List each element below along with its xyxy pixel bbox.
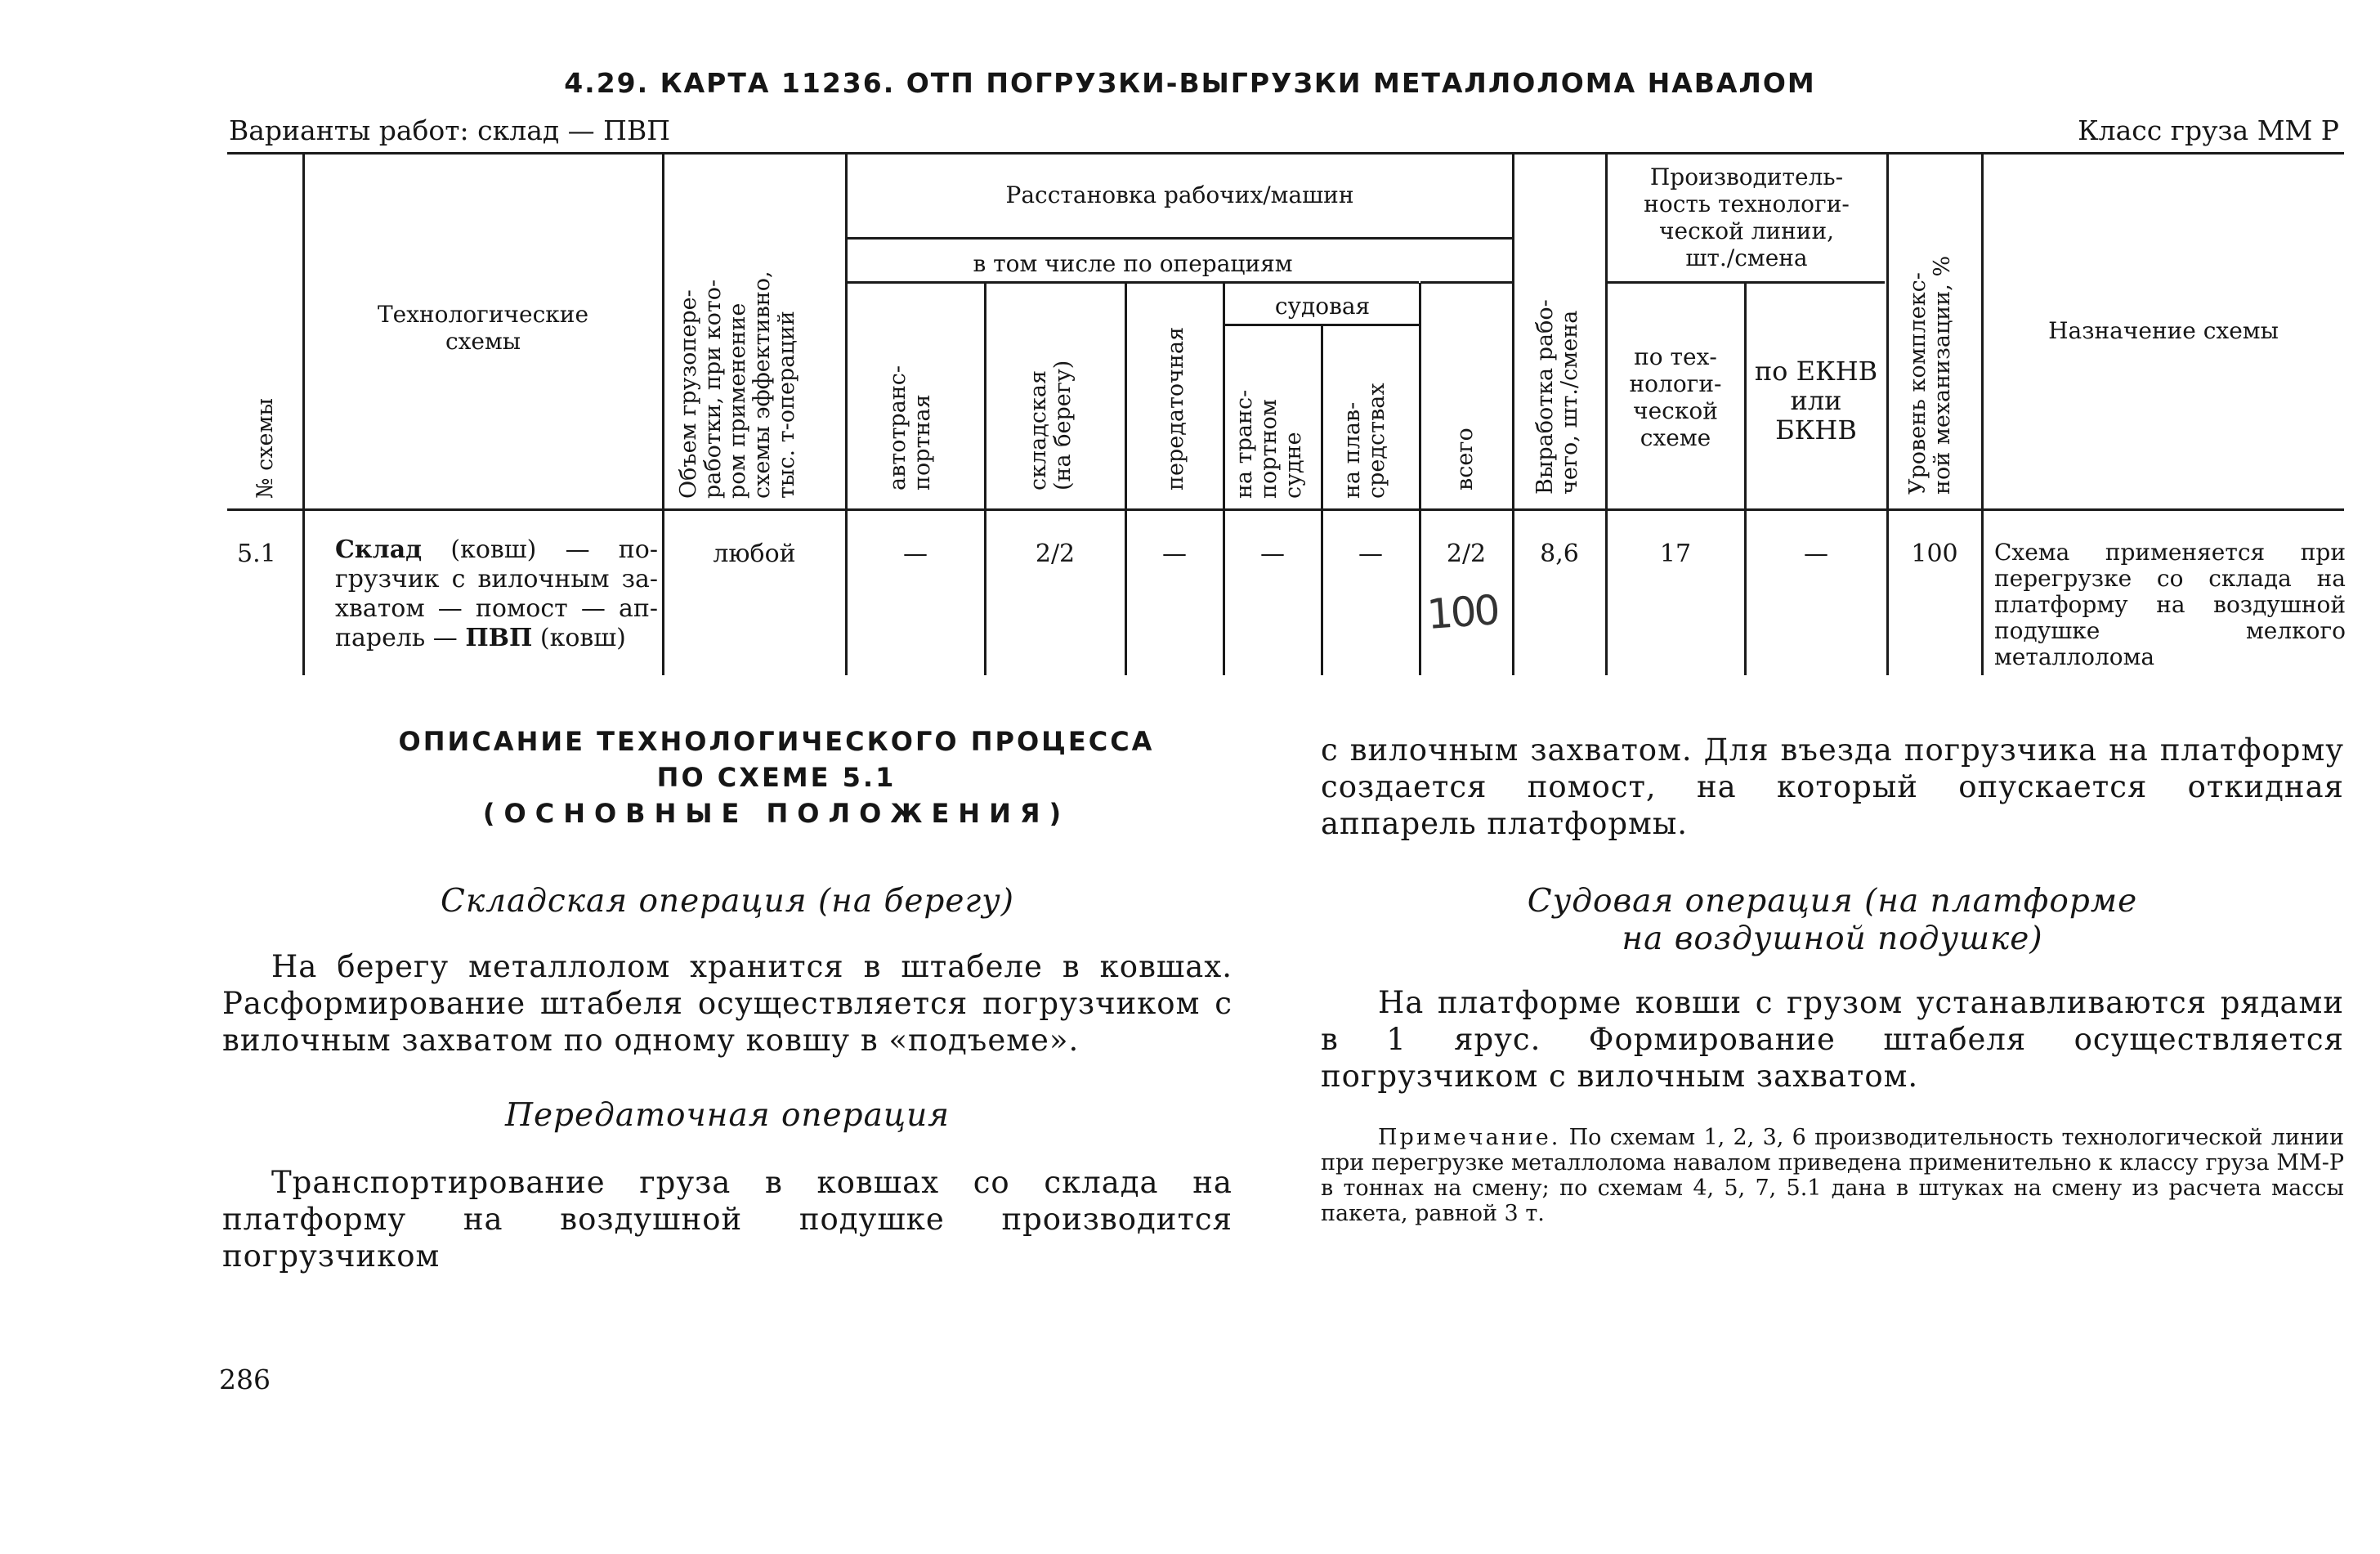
header-on-ship: на транс- портном судне (1232, 389, 1306, 499)
total-top-rule (1420, 281, 1512, 284)
continued-text: с вилочным захватом. Для въезда погрузчика на платформу создается помост, на который опускается откидная аппарель платформы. (1321, 732, 2344, 841)
header-by-line: по тех- нологи- ческой схеме (1629, 343, 1722, 451)
col-divider (1886, 152, 1889, 675)
header-output: Выработка рабо- чего, шт./смена (1532, 299, 1582, 495)
col-divider (302, 152, 305, 675)
header-bottom-rule (227, 508, 2344, 511)
header-placement: Расстановка рабочих/машин (1005, 181, 1354, 208)
header-scheme-no: № схемы (253, 398, 278, 499)
incl-ops-rule (847, 281, 1419, 284)
transfer-op-title: Передаточная операция (504, 1097, 951, 1134)
col-divider (845, 152, 848, 675)
col-divider (1125, 283, 1127, 675)
col-divider (662, 152, 664, 675)
header-by-eknv: по ЕКНВ или БКНВ (1754, 356, 1878, 446)
description-heading: ОПИСАНИЕ ТЕХНОЛОГИЧЕСКОГО ПРОЦЕССА ПО СХЕМЕ 5.1 (ОСНОВНЫЕ ПОЛОЖЕНИЯ) (398, 726, 1155, 829)
header-warehouse: складская (на берегу) (1026, 360, 1076, 490)
handwritten-annotation: 100 (1425, 586, 1500, 638)
col-divider (1419, 283, 1421, 675)
cell-scheme-no: 5.1 (237, 540, 276, 568)
cell-floating: — (1358, 540, 1383, 568)
col-divider (1321, 325, 1323, 675)
cell-by-line: 17 (1659, 540, 1692, 568)
note: Примечание. По схемам 1, 2, 3, 6 производительность технологической линии при перегрузке металлолома навалом приведена применительно к классу груза ММ-Р в тоннах на смену; по схемам 4, 5, 7, 5.1 дана в штуках на смену из расчета массы пакета, равной 3 т. (1321, 1125, 2344, 1226)
warehouse-op-text: На берегу металлолом хранится в штабеле в ковшах. Расформирование штабеля осуществляется погрузчиком с вилочным захватом по одному ковшу в «подъеме». (222, 949, 1232, 1058)
header-ship: судовая (1274, 293, 1371, 320)
ship-op-title: Судовая операция (на платформе на воздушной подушке) (1527, 883, 2138, 957)
cargo-class: Класс груза ММ Р (2078, 114, 2339, 146)
page-number: 286 (219, 1364, 271, 1395)
header-total: всего (1452, 428, 1478, 490)
cell-purpose: Схема применяется при перегрузке со склада на платформу на воздушной подушке мелкого металлолома (1994, 539, 2346, 670)
col-divider (1744, 283, 1747, 675)
col-divider (1512, 152, 1514, 675)
header-mechanization: Уровень комплекс- ной механизации, % (1905, 255, 1955, 495)
header-auto: автотранс- портная (885, 365, 935, 490)
cell-volume: любой (713, 540, 796, 568)
cell-auto: — (903, 540, 928, 568)
page-title: 4.29. КАРТА 11236. ОТП ПОГРУЗКИ-ВЫГРУЗКИ МЕТАЛЛОЛОМА НАВАЛОМ (564, 67, 1816, 99)
header-productivity: Производитель- ность технологи- ческой линии, шт./смена (1644, 163, 1850, 271)
cell-tech-scheme: Склад (ковш) — по-грузчик с вилочным за-хватом — помост — ап-парель — ПВП (ковш) (335, 535, 658, 652)
cell-on-ship: — (1260, 540, 1285, 568)
header-incl-ops: в том числе по операциям (973, 250, 1293, 277)
table-top-rule (227, 152, 2344, 155)
warehouse-op-title: Складская операция (на берегу) (440, 883, 1014, 920)
header-tech-schemes: Технологические схемы (377, 301, 589, 355)
ship-op-text: На платформе ковши с грузом устанавливаются рядами в 1 ярус. Формирование штабеля осуществляется погрузчиком с вилочным захватом. (1321, 985, 2344, 1094)
header-purpose: Назначение схемы (2048, 317, 2279, 344)
cell-transfer: — (1162, 540, 1187, 568)
col-divider (984, 283, 986, 675)
cell-output: 8,6 (1540, 540, 1579, 568)
placement-rule (847, 237, 1513, 240)
col-divider (1223, 283, 1225, 675)
cell-mechanization: 100 (1911, 540, 1958, 568)
cell-warehouse: 2/2 (1035, 540, 1076, 568)
transfer-op-text: Транспортирование груза в ковшах со склада на платформу на воздушной подушке производится погрузчиком (222, 1165, 1232, 1274)
header-floating: на плав- средствах (1340, 383, 1389, 499)
cell-total: 2/2 (1446, 540, 1487, 568)
header-transfer: передаточная (1163, 326, 1188, 490)
col-divider (1981, 152, 1984, 675)
header-volume: Объем грузопере- работки, при кото- ром применение схемы эффективно, тыс. т-операций (676, 271, 799, 499)
work-variants: Варианты работ: склад — ПВП (229, 114, 670, 146)
cell-by-eknv: — (1804, 540, 1828, 568)
